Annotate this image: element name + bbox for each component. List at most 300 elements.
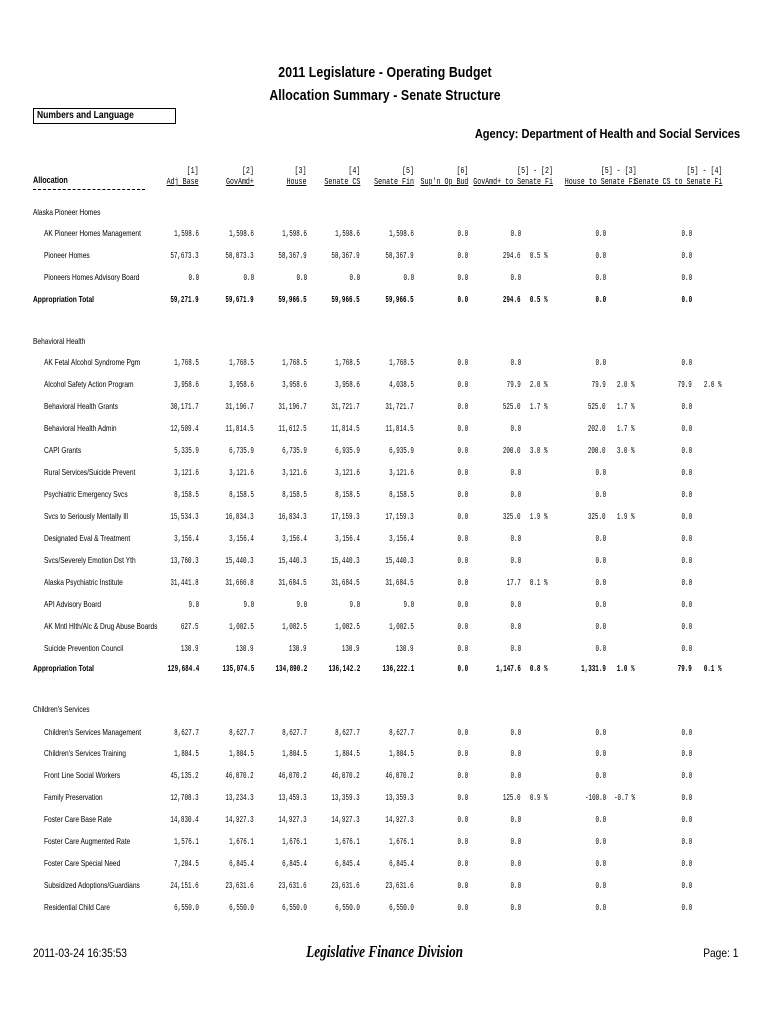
column-number: [2]: [242, 165, 254, 176]
table-row: [0, 228, 770, 240]
table-cell: 0.0: [510, 727, 521, 738]
table-cell: 1,082.5: [389, 621, 414, 632]
table-cell: 1,082.5: [282, 621, 307, 632]
table-row: [0, 555, 770, 567]
allocation-header: Allocation: [33, 175, 68, 185]
table-cell: 15,534.3: [170, 511, 199, 522]
table-cell: 1,804.5: [389, 748, 414, 759]
table-cell: 0.0: [595, 836, 606, 847]
table-cell: 0.0: [510, 599, 521, 610]
table-row: [0, 445, 770, 457]
table-cell: 1,768.5: [389, 357, 414, 368]
table-cell: 8,158.5: [389, 489, 414, 500]
table-row: [0, 467, 770, 479]
table-cell: 0.8 %: [530, 663, 548, 674]
table-cell: 3,156.4: [389, 533, 414, 544]
footer-page-number: Page: 1: [702, 946, 738, 960]
table-cell: 0.0: [510, 357, 521, 368]
table-cell: 6,845.4: [389, 858, 414, 869]
table-row: [0, 792, 770, 804]
table-cell: 0.0: [595, 577, 606, 588]
table-cell: 0.0: [457, 792, 468, 803]
allocation-name: Family Preservation: [44, 792, 103, 802]
allocation-name: Foster Care Special Need: [44, 858, 121, 868]
table-cell: 200.0: [588, 445, 606, 456]
table-cell: 0.0: [403, 272, 414, 283]
table-cell: 2.0 %: [704, 379, 722, 390]
table-cell: 31,684.5: [385, 577, 414, 588]
table-cell: 0.0: [595, 228, 606, 239]
table-cell: 130.9: [289, 643, 307, 654]
table-cell: 1,768.5: [282, 357, 307, 368]
column-number: [5] - [3]: [601, 165, 637, 176]
table-cell: 3,121.6: [229, 467, 254, 478]
table-cell: 12,509.4: [170, 423, 199, 434]
column-number: [5]: [402, 165, 414, 176]
table-cell: 0.0: [681, 770, 692, 781]
table-cell: 0.0: [457, 357, 468, 368]
table-cell: 0.0: [510, 467, 521, 478]
table-cell: 0.0: [595, 272, 606, 283]
table-row: [0, 272, 770, 284]
table-cell: 0.0: [595, 357, 606, 368]
table-cell: 0.0: [681, 489, 692, 500]
table-cell: 0.0: [457, 643, 468, 654]
table-cell: 0.0: [457, 423, 468, 434]
table-cell: 1,804.5: [229, 748, 254, 759]
numbers-language-box: [33, 108, 176, 124]
table-cell: 0.0: [681, 294, 692, 305]
column-number: [6]: [456, 165, 468, 176]
allocation-header-rule: [33, 189, 145, 190]
table-cell: 58,073.3: [225, 250, 254, 261]
column-header: [420, 165, 468, 187]
table-cell: 0.1 %: [530, 577, 548, 588]
table-cell: 59,671.9: [225, 294, 254, 305]
table-cell: 1.9 %: [617, 511, 635, 522]
table-cell: 17,159.3: [385, 511, 414, 522]
table-cell: 0.0: [510, 902, 521, 913]
table-cell: 0.0: [595, 727, 606, 738]
table-cell: 6,550.0: [335, 902, 360, 913]
allocation-name: Foster Care Base Rate: [44, 814, 112, 824]
table-row: [0, 533, 770, 545]
column-label: Adj Base: [167, 176, 199, 187]
table-cell: 8,158.5: [174, 489, 199, 500]
table-cell: 6,550.0: [389, 902, 414, 913]
table-cell: 0.0: [595, 880, 606, 891]
table-cell: 1,768.5: [174, 357, 199, 368]
table-cell: 3,958.6: [282, 379, 307, 390]
table-cell: 57,673.3: [170, 250, 199, 261]
table-cell: 0.0: [457, 445, 468, 456]
column-header: [287, 165, 307, 187]
table-cell: 1,147.6: [496, 663, 521, 674]
table-cell: 0.0: [457, 880, 468, 891]
table-cell: 0.0: [681, 792, 692, 803]
table-cell: 0.0: [457, 727, 468, 738]
table-row: [0, 836, 770, 848]
table-cell: 0.0: [457, 228, 468, 239]
table-cell: 3,121.6: [389, 467, 414, 478]
table-row: [0, 770, 770, 782]
allocation-name: Behavioral Health Grants: [44, 401, 119, 411]
table-cell: 0.0: [457, 770, 468, 781]
table-cell: 14,927.3: [225, 814, 254, 825]
table-cell: 79.9: [506, 379, 521, 390]
table-cell: 3,156.4: [282, 533, 307, 544]
table-cell: 0.0: [457, 836, 468, 847]
table-cell: 31,441.8: [170, 577, 199, 588]
table-cell: 13,359.3: [385, 792, 414, 803]
table-row: [0, 401, 770, 413]
table-row: [0, 880, 770, 892]
table-cell: 24,151.6: [170, 880, 199, 891]
table-cell: 0.0: [510, 555, 521, 566]
table-cell: 3,156.4: [174, 533, 199, 544]
column-header: [634, 165, 722, 187]
allocation-name: Appropriation Total: [33, 663, 95, 673]
table-cell: 30,171.7: [170, 401, 199, 412]
table-cell: 14,927.3: [278, 814, 307, 825]
table-cell: 0.0: [681, 250, 692, 261]
appropriation-total-row: [0, 294, 770, 306]
allocation-name: Subsidized Adoptions/Guardians: [44, 880, 140, 890]
table-cell: 1.7 %: [617, 401, 635, 412]
table-cell: 1,804.5: [335, 748, 360, 759]
table-cell: 1.7 %: [617, 423, 635, 434]
column-number: [1]: [187, 165, 199, 176]
table-cell: 1.7 %: [530, 401, 548, 412]
footer-division-logo: [0, 942, 770, 962]
table-cell: 16,834.3: [278, 511, 307, 522]
table-cell: 0.0: [510, 643, 521, 654]
table-cell: 15,440.3: [331, 555, 360, 566]
table-cell: 6,550.0: [174, 902, 199, 913]
table-cell: 17.7: [506, 577, 521, 588]
table-cell: 3.0 %: [530, 445, 548, 456]
table-cell: 0.0: [510, 880, 521, 891]
table-cell: 0.0: [457, 533, 468, 544]
table-cell: 129,684.4: [167, 663, 199, 674]
allocation-name: Rural Services/Suicide Prevent: [44, 467, 136, 477]
table-cell: 0.0: [595, 250, 606, 261]
table-cell: 0.0: [681, 357, 692, 368]
table-cell: 0.0: [457, 748, 468, 759]
allocation-name: AK Fetal Alcohol Syndrome Pgm: [44, 357, 141, 367]
table-cell: 294.6: [503, 294, 521, 305]
table-cell: 1.9 %: [530, 511, 548, 522]
section-name: Children's Services: [33, 704, 90, 714]
table-cell: 31,684.5: [331, 577, 360, 588]
table-cell: 125.0: [503, 792, 521, 803]
table-cell: 59,271.9: [170, 294, 199, 305]
table-cell: 130.9: [396, 643, 414, 654]
table-row: [0, 489, 770, 501]
table-cell: 8,158.5: [229, 489, 254, 500]
table-cell: 0.0: [681, 836, 692, 847]
column-number: [5] - [4]: [686, 165, 722, 176]
table-cell: 2.0 %: [530, 379, 548, 390]
column-header: [565, 165, 637, 187]
table-cell: 6,935.9: [335, 445, 360, 456]
table-cell: 0.0: [510, 814, 521, 825]
table-cell: 0.0: [595, 533, 606, 544]
column-label: Sup'n Op Bud: [420, 176, 468, 187]
table-cell: 46,070.2: [331, 770, 360, 781]
table-cell: 6,935.9: [389, 445, 414, 456]
table-cell: 0.0: [188, 272, 199, 283]
table-cell: 325.0: [503, 511, 521, 522]
table-cell: 0.0: [510, 489, 521, 500]
section-header-row: [0, 704, 770, 716]
table-row: [0, 814, 770, 826]
table-cell: 8,627.7: [282, 727, 307, 738]
table-cell: 0.0: [457, 489, 468, 500]
table-cell: 11,814.5: [225, 423, 254, 434]
allocation-name: API Advisory Board: [44, 599, 102, 609]
table-cell: 45,135.2: [170, 770, 199, 781]
table-cell: 13,760.3: [170, 555, 199, 566]
table-cell: 130.9: [236, 643, 254, 654]
table-cell: 0.0: [457, 902, 468, 913]
table-cell: 31,666.8: [225, 577, 254, 588]
table-cell: 1,598.6: [389, 228, 414, 239]
table-cell: 0.0: [457, 663, 468, 674]
table-cell: 0.5 %: [530, 250, 548, 261]
table-cell: 14,830.4: [170, 814, 199, 825]
table-cell: -100.0: [584, 792, 606, 803]
table-cell: 136,142.2: [328, 663, 360, 674]
section-header-row: [0, 207, 770, 219]
allocation-name: AK Mntl Hlth/Alc & Drug Abuse Boards: [44, 621, 158, 631]
table-cell: 58,367.9: [331, 250, 360, 261]
table-cell: 3,958.6: [229, 379, 254, 390]
table-cell: 0.0: [595, 489, 606, 500]
table-cell: 5,335.9: [174, 445, 199, 456]
table-cell: 3,156.4: [335, 533, 360, 544]
table-cell: 0.0: [457, 511, 468, 522]
column-number: [3]: [295, 165, 307, 176]
footer-timestamp: 2011-03-24 16:35:53: [33, 946, 127, 960]
table-cell: 0.0: [510, 836, 521, 847]
allocation-name: Children's Services Management: [44, 727, 142, 737]
table-cell: 11,814.5: [331, 423, 360, 434]
report-title: 2011 Legislature - Operating Budget: [278, 64, 492, 81]
table-cell: 9.0: [188, 599, 199, 610]
table-cell: 0.0: [681, 727, 692, 738]
table-cell: 0.0: [681, 228, 692, 239]
table-cell: 31,721.7: [331, 401, 360, 412]
table-cell: 0.0: [457, 401, 468, 412]
table-cell: 325.0: [588, 511, 606, 522]
table-cell: 13,459.3: [278, 792, 307, 803]
table-cell: 0.0: [681, 467, 692, 478]
table-row: [0, 621, 770, 633]
table-cell: 0.0: [510, 858, 521, 869]
table-cell: 525.0: [503, 401, 521, 412]
allocation-name: Suicide Prevention Council: [44, 643, 124, 653]
table-cell: 0.0: [457, 599, 468, 610]
table-cell: 59,966.5: [278, 294, 307, 305]
division-name: Legislative Finance Division: [306, 942, 464, 961]
table-cell: 0.0: [681, 814, 692, 825]
table-cell: 0.0: [457, 272, 468, 283]
table-cell: 0.0: [296, 272, 307, 283]
table-cell: 3,121.6: [174, 467, 199, 478]
allocation-name: Children's Services Training: [44, 748, 126, 758]
table-cell: 1,804.5: [174, 748, 199, 759]
table-cell: 0.0: [681, 445, 692, 456]
allocation-name: Behavioral Health Admin: [44, 423, 117, 433]
table-cell: 46,070.2: [385, 770, 414, 781]
table-cell: 0.0: [595, 748, 606, 759]
table-row: [0, 599, 770, 611]
table-cell: 627.5: [181, 621, 199, 632]
column-label: House to Senate Fi: [565, 176, 637, 187]
table-cell: 9.0: [349, 599, 360, 610]
table-cell: 0.5 %: [530, 294, 548, 305]
column-number: [4]: [348, 165, 360, 176]
table-cell: 0.0: [681, 577, 692, 588]
table-cell: 59,966.5: [385, 294, 414, 305]
table-cell: 0.0: [457, 555, 468, 566]
table-cell: 134,890.2: [275, 663, 307, 674]
column-header: [374, 165, 414, 187]
table-cell: 0.0: [595, 555, 606, 566]
table-cell: 0.0: [510, 748, 521, 759]
allocation-name: Svcs/Severely Emotion Dst Yth: [44, 555, 136, 565]
table-cell: 0.0: [457, 250, 468, 261]
table-cell: 0.0: [243, 272, 254, 283]
allocation-name: Pioneers Homes Advisory Board: [44, 272, 140, 282]
table-cell: 0.0: [681, 880, 692, 891]
table-cell: 23,631.6: [278, 880, 307, 891]
column-label: GovAmd+: [226, 176, 254, 187]
allocation-name: Psychiatric Emergency Svcs: [44, 489, 128, 499]
table-cell: 0.0: [595, 902, 606, 913]
table-row: [0, 748, 770, 760]
table-cell: 0.0: [457, 467, 468, 478]
allocation-name: Pioneer Homes: [44, 250, 90, 260]
table-cell: 1,768.5: [229, 357, 254, 368]
table-cell: 0.0: [457, 858, 468, 869]
table-cell: 0.0: [681, 748, 692, 759]
table-cell: 3,121.6: [282, 467, 307, 478]
table-cell: 0.0: [595, 467, 606, 478]
table-cell: 11,814.5: [385, 423, 414, 434]
column-number: [5] - [2]: [517, 165, 553, 176]
table-cell: 0.0: [510, 228, 521, 239]
table-cell: 58,367.9: [385, 250, 414, 261]
table-cell: 0.0: [349, 272, 360, 283]
table-cell: 0.0: [457, 621, 468, 632]
table-cell: 1,676.1: [282, 836, 307, 847]
column-label: Senate Fin: [374, 176, 414, 187]
table-cell: 6,735.9: [229, 445, 254, 456]
table-cell: 0.0: [595, 770, 606, 781]
column-header: [324, 165, 360, 187]
table-cell: 58,367.9: [278, 250, 307, 261]
table-cell: 8,627.7: [389, 727, 414, 738]
report-subtitle: Allocation Summary - Senate Structure: [269, 87, 501, 104]
table-cell: 7,204.5: [174, 858, 199, 869]
table-cell: 8,627.7: [229, 727, 254, 738]
column-header: [226, 165, 254, 187]
allocation-name: Appropriation Total: [33, 294, 95, 304]
allocation-name: AK Pioneer Homes Management: [44, 228, 141, 238]
table-cell: 0.0: [681, 511, 692, 522]
table-cell: 14,927.3: [385, 814, 414, 825]
table-cell: 79.9: [591, 379, 606, 390]
table-cell: 6,550.0: [282, 902, 307, 913]
table-row: [0, 643, 770, 655]
table-cell: 15,440.3: [385, 555, 414, 566]
table-cell: 2.0 %: [617, 379, 635, 390]
table-cell: 0.0: [510, 770, 521, 781]
table-cell: 3,958.6: [174, 379, 199, 390]
table-cell: 0.0: [595, 621, 606, 632]
table-row: [0, 511, 770, 523]
table-cell: 0.1 %: [704, 663, 722, 674]
table-cell: 0.0: [457, 814, 468, 825]
table-cell: 1,676.1: [389, 836, 414, 847]
table-cell: 0.0: [681, 902, 692, 913]
table-cell: 1,331.9: [581, 663, 606, 674]
table-row: [0, 902, 770, 914]
table-cell: 0.0: [681, 858, 692, 869]
column-label: GovAmd+ to Senate Fi: [473, 176, 553, 187]
table-cell: 1,598.6: [174, 228, 199, 239]
column-header: [167, 165, 199, 187]
table-cell: 0.0: [595, 858, 606, 869]
table-cell: 23,631.6: [225, 880, 254, 891]
table-cell: 135,074.5: [222, 663, 254, 674]
table-cell: 136,222.1: [382, 663, 414, 674]
table-cell: 6,845.4: [282, 858, 307, 869]
table-cell: 6,845.4: [229, 858, 254, 869]
table-cell: 8,627.7: [174, 727, 199, 738]
table-cell: 31,196.7: [225, 401, 254, 412]
table-cell: 31,684.5: [278, 577, 307, 588]
table-cell: 525.0: [588, 401, 606, 412]
table-cell: 0.0: [510, 621, 521, 632]
table-cell: 14,927.3: [331, 814, 360, 825]
table-cell: 130.9: [342, 643, 360, 654]
column-header: [473, 165, 553, 187]
table-cell: 3,156.4: [229, 533, 254, 544]
table-cell: 6,735.9: [282, 445, 307, 456]
table-cell: 0.0: [681, 272, 692, 283]
table-cell: 17,159.3: [331, 511, 360, 522]
table-cell: 0.9 %: [530, 792, 548, 803]
table-cell: 0.0: [681, 643, 692, 654]
table-cell: 130.9: [181, 643, 199, 654]
column-label: Senate CS to Senate Fi: [634, 176, 722, 187]
table-cell: 0.0: [681, 599, 692, 610]
table-cell: 11,612.5: [278, 423, 307, 434]
table-cell: 1,676.1: [229, 836, 254, 847]
table-cell: 9.0: [243, 599, 254, 610]
allocation-name: Svcs to Seriously Mentally Ill: [44, 511, 129, 521]
table-cell: 4,038.5: [389, 379, 414, 390]
table-cell: 59,966.5: [331, 294, 360, 305]
table-cell: 13,359.3: [331, 792, 360, 803]
table-cell: 0.0: [510, 423, 521, 434]
table-cell: 1,082.5: [335, 621, 360, 632]
section-name: Alaska Pioneer Homes: [33, 207, 101, 217]
table-cell: 15,440.3: [225, 555, 254, 566]
